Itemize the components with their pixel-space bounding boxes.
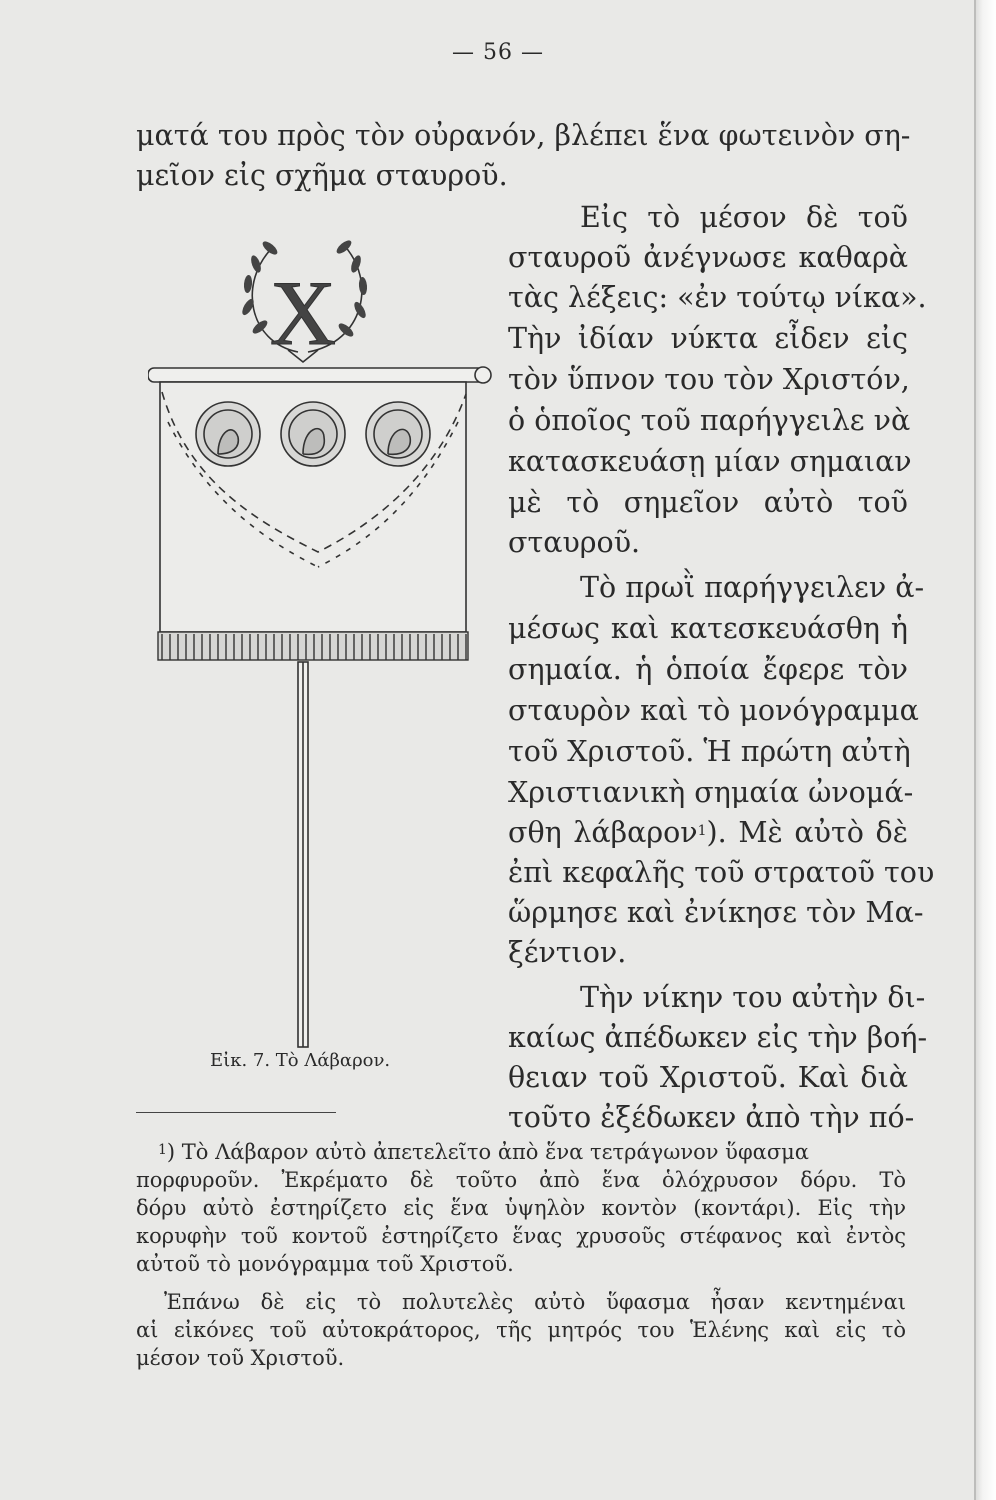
body-line: καίως ἀπέδωκεν εἰς τὴν βοή-: [508, 1021, 928, 1054]
body-line: Τὸ πρωῒ παρήγγειλεν ἀ-: [580, 571, 925, 604]
body-line: κατασκευάσῃ μίαν σημαιαν: [508, 445, 912, 478]
page-right-edge: [974, 0, 996, 1500]
footnote-line: Ἐπάνω δὲ εἰς τὸ πολυτελὲς αὐτὸ ὕφασμα ἦσαν κεντημέναι: [164, 1290, 906, 1314]
footnote-line: δόρυ αὐτὸ ἐστηρίζετο εἰς ἕνα ὑψηλὸν κοντὸν (κοντάρι). Εἰς τὴν: [136, 1196, 906, 1220]
body-line: τὸν ὕπνον του τὸν Χριστόν,: [508, 363, 910, 396]
body-line: μεῖον εἰς σχῆμα σταυροῦ.: [136, 159, 508, 192]
footnote-marker: 1: [158, 1142, 167, 1158]
body-line: θειαν τοῦ Χριστοῦ. Καὶ διὰ: [508, 1061, 908, 1094]
body-line: Τὴν ἰδίαν νύκτα εἶδεν εἰς: [508, 322, 908, 355]
body-line: σταυροῦ.: [508, 526, 641, 559]
page-fold-line: [974, 0, 976, 1500]
body-line: Εἰς τὸ μέσον δὲ τοῦ: [580, 201, 908, 234]
body-line: ἐπὶ κεφαλῆς τοῦ στρατοῦ του: [508, 856, 935, 889]
chi-monogram: X: [269, 262, 337, 364]
labarum-illustration: [148, 222, 498, 1052]
body-line: ὁ ὁποῖος τοῦ παρήγγειλε νὰ: [508, 404, 911, 437]
body-line: ματά του πρὸς τὸν οὐρανόν, βλέπει ἕνα φωτεινὸν ση-: [136, 119, 911, 152]
body-line: Τὴν νίκην του αὐτὴν δι-: [580, 981, 926, 1014]
footnote-line: κορυφὴν τοῦ κοντοῦ ἐστηρίζετο ἕνας χρυσοῦς στέφανος καὶ ἐντὸς: [136, 1224, 906, 1248]
body-line: σταυροῦ ἀνέγνωσε καθαρὰ: [508, 241, 908, 274]
portrait-medallions: [196, 402, 430, 466]
body-line: μέσως καὶ κατεσκευάσθη ἡ: [508, 612, 908, 645]
footnote-line: αἱ εἰκόνες τοῦ αὐτοκράτορος, τῆς μητρός του Ἑλένης καὶ εἰς τὸ: [136, 1318, 906, 1342]
body-line: μὲ τὸ σημεῖον αὐτὸ τοῦ: [508, 486, 908, 519]
body-line: σταυρὸν καὶ τὸ μονόγραμμα: [508, 694, 919, 727]
footnote-separator: [136, 1112, 336, 1113]
footnote-reference: 1: [697, 823, 707, 839]
body-line: τοῦτο ἐξέδωκεν ἀπὸ τὴν πό-: [508, 1101, 915, 1134]
body-line: τὰς λέξεις: «ἐν τούτῳ νίκα».: [508, 281, 927, 314]
footnote-line: [136, 1140, 906, 1165]
footnote-text: ) Τὸ Λάβαρον αὐτὸ ἀπετελεῖτο ἀπὸ ἕνα τετράγωνον ὕφασμα: [166, 1140, 809, 1164]
body-line: ὥρμησε καὶ ἐνίκησε τὸν Μα-: [508, 896, 924, 929]
body-line: τοῦ Χριστοῦ. Ἡ πρώτη αὐτὴ: [508, 735, 911, 768]
body-text: ). Μὲ αὐτὸ δὲ: [706, 816, 908, 849]
body-line: Χριστιανικὴ σημαία ὠνομά-: [508, 776, 914, 809]
body-line: ξέντιον.: [508, 936, 627, 969]
body-line-with-footnote: [508, 815, 908, 851]
footnote-line: πορφυροῦν. Ἐκρέματο δὲ τοῦτο ἀπὸ ἕνα ὁλόχρυσον δόρυ. Τὸ: [136, 1168, 906, 1192]
figure-caption: Εἰκ. 7. Τὸ Λάβαρον.: [210, 1050, 391, 1071]
body-text: σθη λάβαρον: [508, 816, 698, 849]
page-number: — 56 —: [452, 40, 544, 65]
footnote-line: μέσον τοῦ Χριστοῦ.: [136, 1346, 345, 1370]
footnote-line: αὐτοῦ τὸ μονόγραμμα τοῦ Χριστοῦ.: [136, 1252, 514, 1276]
banner-fringe: [158, 632, 468, 660]
body-line: σημαία. ἡ ὁποία ἔφερε τὸν: [508, 653, 908, 686]
